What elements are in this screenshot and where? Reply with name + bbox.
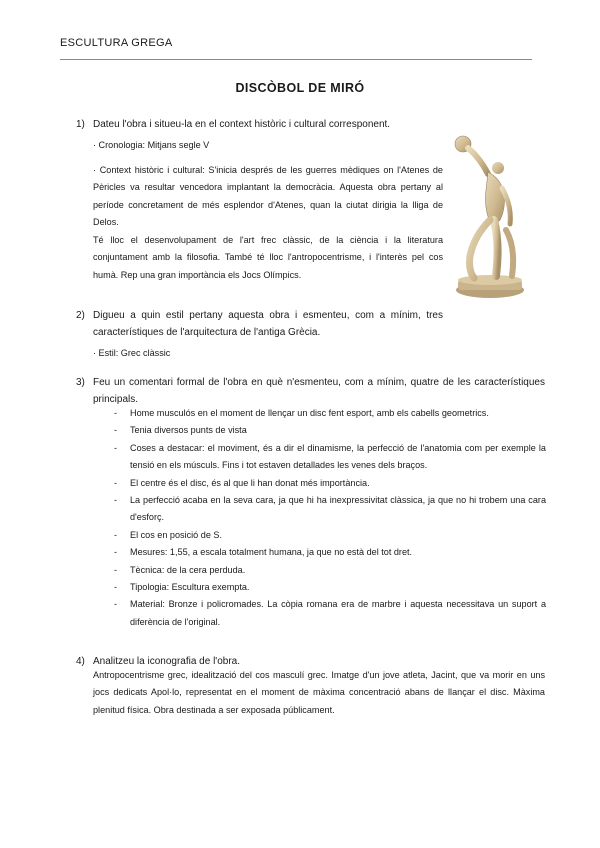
list-item: - Tenia diversos punts de vista	[114, 422, 546, 439]
formal-commentary-list	[114, 405, 546, 631]
page-title: DISCÒBOL DE MIRÓ	[235, 81, 365, 95]
question-4-number: 4)	[76, 656, 85, 667]
list-item: - Home musculós en el moment de llençar un disc fent esport, amb els cabells geometrics.	[114, 405, 546, 422]
list-item: - La perfecció acaba en la seva cara, ja que hi ha inexpressivitat clàssica, ja que no hi trobem una cara d'esforç.	[114, 492, 546, 527]
list-bullet: -	[114, 442, 118, 453]
list-bullet: -	[114, 582, 118, 593]
list-bullet: -	[114, 495, 118, 506]
q1-context-paragraph: · Context històric i cultural: S'inicia després de les guerres mèdiques on l'Atenes de Pèricles va resultar vencedora implantant la democràcia. Aquesta obra pertany al període concretament de més esplendor d'Atenes, quan la ciutat dirigia la lliga de Delos.	[93, 165, 443, 228]
list-item: - El cos en posició de S.	[114, 527, 546, 544]
page-header: ESCULTURA GREGA	[60, 37, 173, 49]
q1-context-paragraph-2: Té lloc el desenvolupament de l'art frec clàssic, de la ciència i la literatura conjuntament amb la filosofia. També té lloc l'antropocentrisme, i l'interès pel cos humà. Rep una gran importància els Jocs Olímpics.	[93, 235, 443, 280]
discobolus-statue-image	[450, 128, 530, 303]
list-item: - Material: Bronze i policromades. La còpia romana era de marbre i aquesta necessitava un suport a diferència de l'original.	[114, 596, 546, 631]
question-2-number: 2)	[76, 310, 85, 321]
list-item: - Tècnica: de la cera perduda.	[114, 562, 546, 579]
list-bullet: -	[114, 408, 118, 418]
q2-style: · Estil: Grec clàssic	[93, 348, 171, 358]
list-bullet: -	[114, 529, 118, 540]
list-bullet: -	[114, 547, 118, 558]
question-1-number: 1)	[76, 119, 85, 130]
question-2-text: Digueu a quin estil pertany aquesta obra i esmenteu, com a mínim, tres característiques de l'arquitectura de l'antiga Grècia.	[93, 310, 443, 338]
q4-answer: Antropocentrisme grec, idealització del cos masculí grec. Imatge d'un jove atleta, Jacint, que va morir en uns jocs dedicats Apol·lo, representat en el moment de màxima concentració abans de llançar el disc. Màxima plenitud física. Obra destinada a ser exposada públicament.	[93, 670, 545, 715]
list-bullet: -	[114, 599, 118, 610]
q1-chronology: · Cronologia: Mitjans segle V	[93, 140, 210, 150]
question-1-text: Dateu l'obra i situeu-la en el context històric i cultural corresponent.	[93, 119, 391, 130]
list-bullet: -	[114, 477, 118, 488]
list-bullet: -	[114, 425, 118, 436]
question-3-number: 3)	[76, 377, 85, 388]
list-bullet: -	[114, 564, 118, 575]
list-item: - Tipologia: Escultura exempta.	[114, 579, 546, 596]
question-3-text: Feu un comentari formal de l'obra en què n'esmenteu, com a mínim, quatre de les característiques principals.	[93, 377, 545, 405]
list-item: - Mesures: 1,55, a escala totalment humana, ja que no està del tot dret.	[114, 544, 546, 561]
list-item: - El centre és el disc, és al que li han donat més importància.	[114, 475, 546, 492]
question-4-text: Analitzeu la iconografia de l'obra.	[93, 656, 241, 667]
list-item: - Coses a destacar: el moviment, és a dir el dinamisme, la perfecció de l'anatomia com per exemple la tensió en els músculs. Fins i tot estaven detallades les venes dels braços.	[114, 440, 546, 475]
header-divider	[60, 59, 532, 60]
